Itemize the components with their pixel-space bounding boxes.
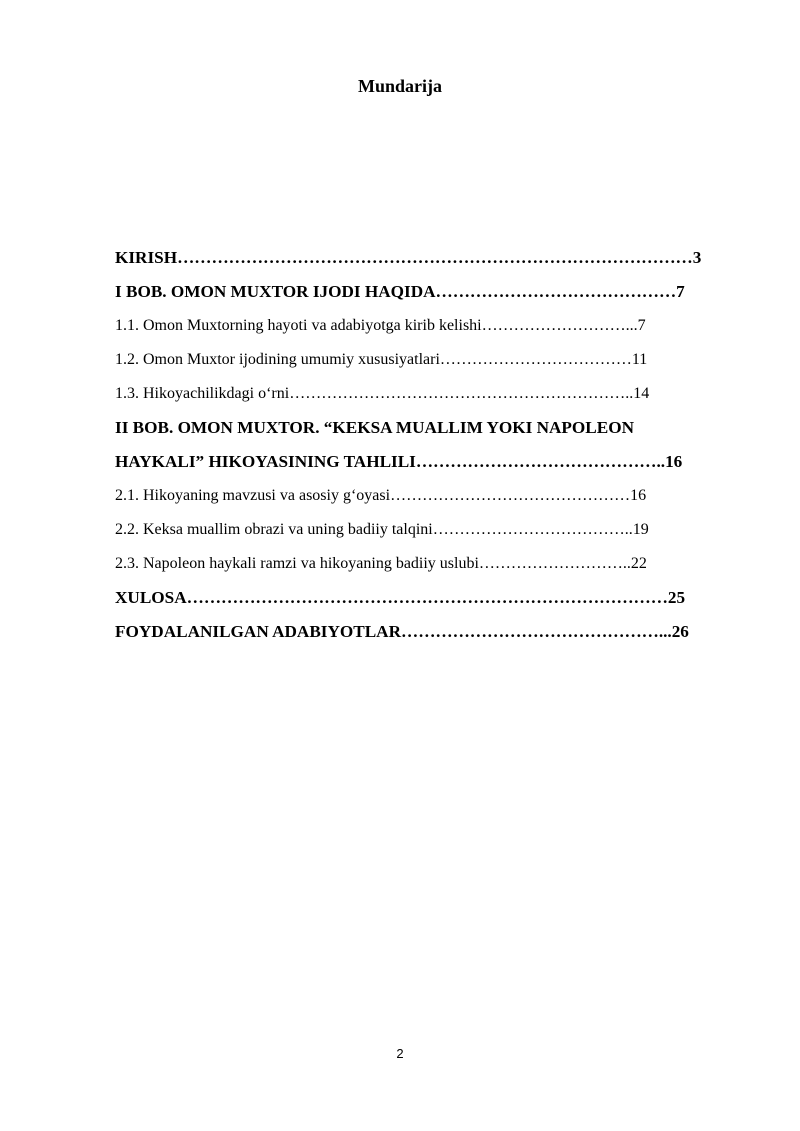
toc-entry-adabiyotlar[interactable]: FOYDALANILGAN ADABIYOTLAR………………………………………...26: [115, 622, 689, 641]
toc-entry-1-1[interactable]: 1.1. Omon Muxtorning hayoti va adabiyotga kirib kelishi………………………...7: [115, 317, 646, 334]
toc-entry-2-2[interactable]: 2.2. Keksa muallim obrazi va uning badiiy talqini………………………………..19: [115, 521, 649, 538]
page-number: 2: [396, 1046, 404, 1061]
toc-entry-xulosa[interactable]: XULOSA…………………………………………………………………………25: [115, 588, 686, 607]
toc-entry-1-3[interactable]: 1.3. Hikoyachilikdagi o‘rni………………………………………………………..14: [115, 385, 650, 402]
toc-entry-chapter-1[interactable]: I BOB. OMON MUXTOR IJODI HAQIDA……………………………………7: [115, 282, 685, 301]
toc-entry-chapter-2-line-1[interactable]: II BOB. OMON MUXTOR. “KEKSA MUALLIM YOKI NAPOLEON: [115, 418, 635, 437]
toc-entry-kirish[interactable]: KIRISH………………………………………………………………………………3: [115, 248, 702, 267]
page-title: Mundarija: [357, 76, 442, 96]
toc-entry-chapter-2-line-2[interactable]: HAYKALI” HIKOYASINING TAHLILI……………………………………..16: [115, 452, 683, 471]
toc-entry-2-1[interactable]: 2.1. Hikoyaning mavzusi va asosiy g‘oyasi………………………………………16: [115, 487, 647, 504]
toc-entry-1-2[interactable]: 1.2. Omon Muxtor ijodining umumiy xususiyatlari………………………………11: [115, 351, 648, 368]
toc-entry-2-3[interactable]: 2.3. Napoleon haykali ramzi va hikoyaning badiiy uslubi………………………..22: [115, 555, 647, 572]
